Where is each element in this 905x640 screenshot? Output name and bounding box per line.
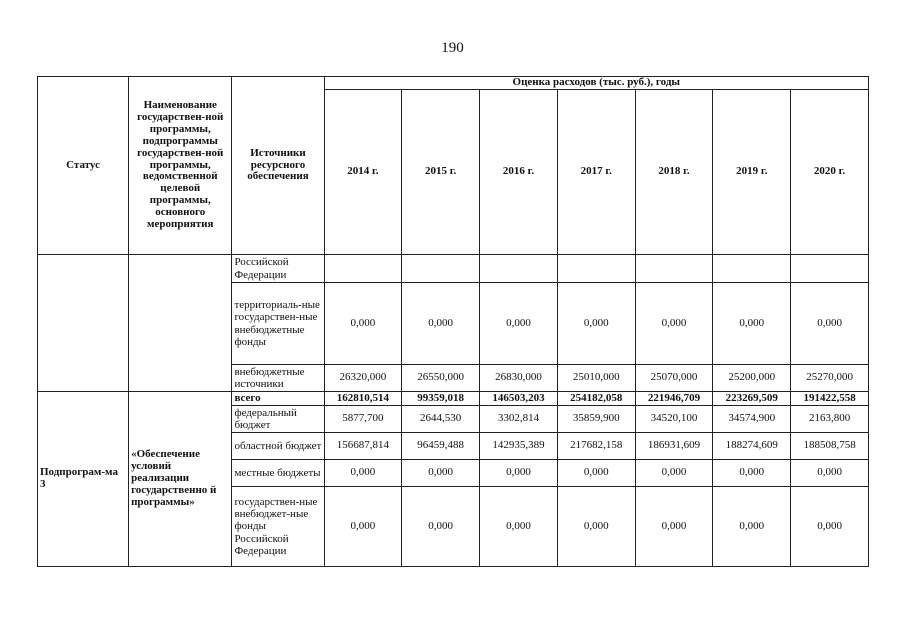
header-year-2018: 2018 г. (635, 90, 713, 255)
value-cell: 35859,900 (557, 406, 635, 433)
source-cell: местные бюджеты (232, 460, 324, 487)
source-cell: внебюджетные источники (232, 365, 324, 392)
name-cell: «Обеспечение условий реализации государственно й программы» (129, 392, 232, 567)
header-year-2015: 2015 г. (402, 90, 480, 255)
status-cell: Подпрограм-ма 3 (38, 392, 129, 567)
value-cell (791, 255, 869, 283)
value-cell: 26830,000 (480, 365, 558, 392)
header-name: Наименование государствен-ной программы, подпрограммы государствен-ной программы, ведомственной целевой программы, основного мероприятия (129, 77, 232, 255)
value-cell: 0,000 (402, 283, 480, 365)
value-cell: 25010,000 (557, 365, 635, 392)
header-year-2020: 2020 г. (791, 90, 869, 255)
value-cell: 34574,900 (713, 406, 791, 433)
value-cell: 0,000 (635, 460, 713, 487)
name-cell-empty (129, 255, 232, 392)
value-cell (713, 255, 791, 283)
source-cell: территориаль-ные государствен-ные внебюджетные фонды (232, 283, 324, 365)
value-cell: 188274,609 (713, 433, 791, 460)
value-cell: 26550,000 (402, 365, 480, 392)
value-cell: 0,000 (635, 487, 713, 567)
value-cell: 96459,488 (402, 433, 480, 460)
value-cell: 26320,000 (324, 365, 402, 392)
value-cell: 191422,558 (791, 392, 869, 406)
value-cell: 0,000 (324, 487, 402, 567)
value-cell: 0,000 (713, 487, 791, 567)
source-cell: федеральный бюджет (232, 406, 324, 433)
value-cell (324, 255, 402, 283)
value-cell: 0,000 (557, 487, 635, 567)
header-year-2019: 2019 г. (713, 90, 791, 255)
value-cell: 186931,609 (635, 433, 713, 460)
value-cell: 0,000 (402, 460, 480, 487)
value-cell: 0,000 (557, 460, 635, 487)
value-cell (635, 255, 713, 283)
value-cell: 0,000 (713, 283, 791, 365)
value-cell: 0,000 (557, 283, 635, 365)
value-cell: 0,000 (791, 460, 869, 487)
value-cell (557, 255, 635, 283)
value-cell: 2163,800 (791, 406, 869, 433)
page-number: 190 (441, 40, 464, 56)
value-cell (402, 255, 480, 283)
header-status: Статус (38, 77, 129, 255)
source-cell: всего (232, 392, 324, 406)
value-cell: 254182,058 (557, 392, 635, 406)
source-cell: областной бюджет (232, 433, 324, 460)
header-sources: Источники ресурсного обеспечения (232, 77, 324, 255)
value-cell: 0,000 (635, 283, 713, 365)
value-cell: 221946,709 (635, 392, 713, 406)
status-cell-empty (38, 255, 129, 392)
source-cell: Российской Федерации (232, 255, 324, 283)
value-cell: 34520,100 (635, 406, 713, 433)
value-cell: 156687,814 (324, 433, 402, 460)
value-cell: 0,000 (402, 487, 480, 567)
value-cell: 25270,000 (791, 365, 869, 392)
source-cell: государствен-ные внебюджет-ные фонды Российской Федерации (232, 487, 324, 567)
value-cell: 0,000 (480, 283, 558, 365)
value-cell: 0,000 (324, 460, 402, 487)
header-year-2014: 2014 г. (324, 90, 402, 255)
value-cell: 5877,700 (324, 406, 402, 433)
header-year-2016: 2016 г. (480, 90, 558, 255)
value-cell: 0,000 (791, 283, 869, 365)
value-cell: 25200,000 (713, 365, 791, 392)
budget-table (37, 76, 869, 567)
header-estimate: Оценка расходов (тыс. руб.), годы (324, 77, 868, 90)
value-cell: 0,000 (791, 487, 869, 567)
table-row (38, 392, 869, 406)
table-row (38, 255, 869, 283)
value-cell: 217682,158 (557, 433, 635, 460)
value-cell: 0,000 (480, 487, 558, 567)
value-cell: 188508,758 (791, 433, 869, 460)
value-cell: 142935,389 (480, 433, 558, 460)
value-cell: 0,000 (713, 460, 791, 487)
value-cell: 162810,514 (324, 392, 402, 406)
value-cell: 2644,530 (402, 406, 480, 433)
header-year-2017: 2017 г. (557, 90, 635, 255)
value-cell: 25070,000 (635, 365, 713, 392)
value-cell: 223269,509 (713, 392, 791, 406)
value-cell: 99359,018 (402, 392, 480, 406)
value-cell: 0,000 (480, 460, 558, 487)
value-cell: 146503,203 (480, 392, 558, 406)
value-cell: 3302,814 (480, 406, 558, 433)
value-cell: 0,000 (324, 283, 402, 365)
value-cell (480, 255, 558, 283)
